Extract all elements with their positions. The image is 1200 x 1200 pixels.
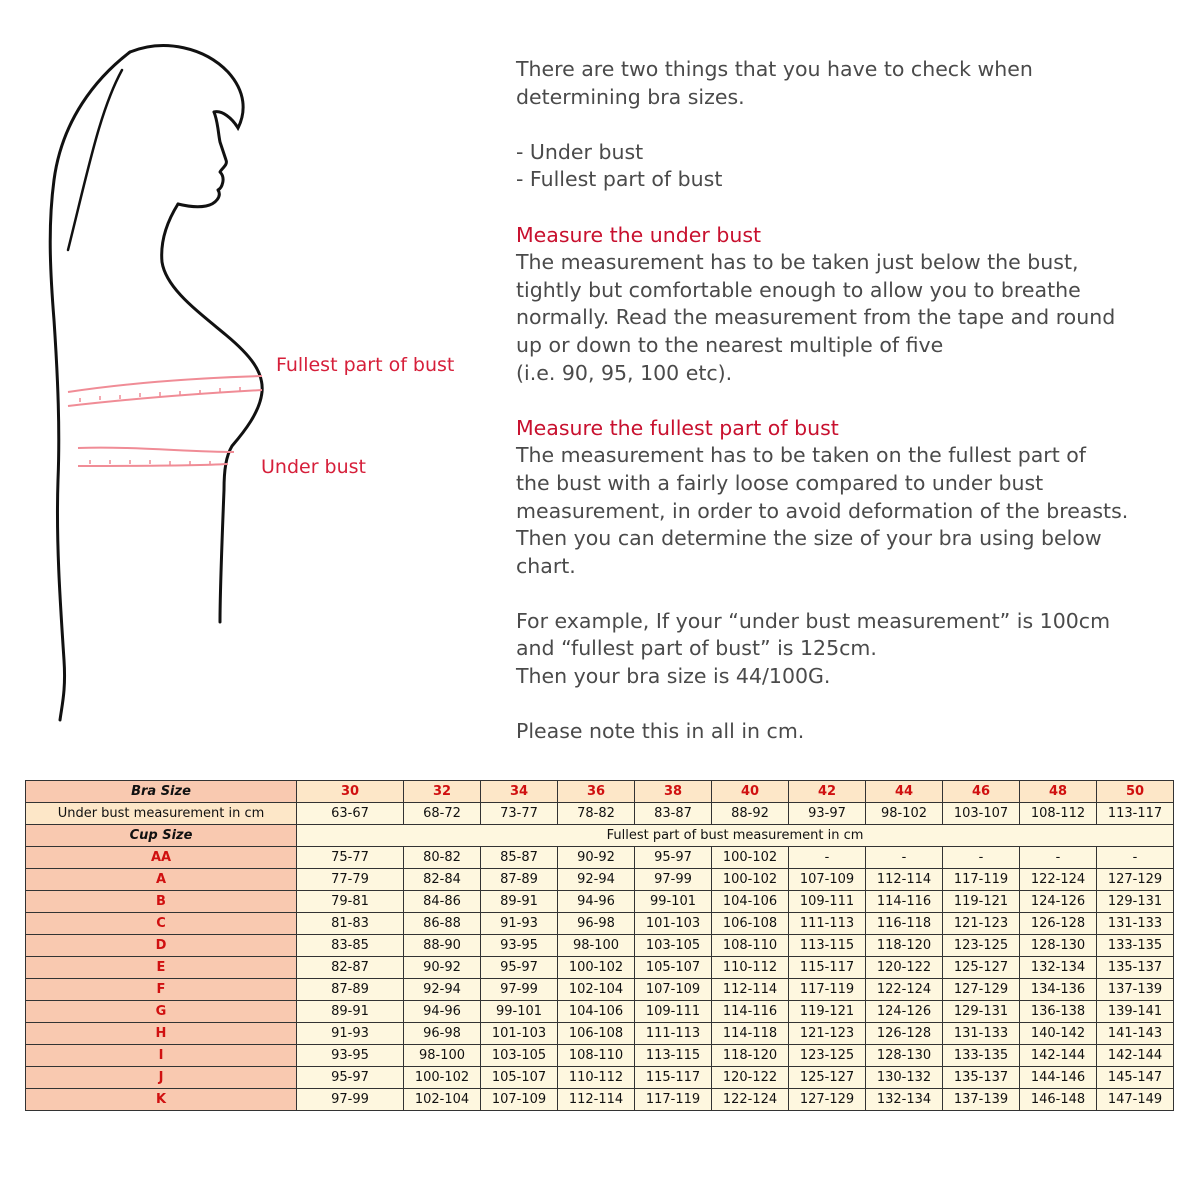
fullest-bust-cell: 108-110 bbox=[558, 1045, 635, 1067]
fullest-bust-cell: 124-126 bbox=[866, 1001, 943, 1023]
cup-label-cell: F bbox=[26, 979, 297, 1001]
fullest-bust-cell: 91-93 bbox=[481, 913, 558, 935]
fullest-bust-heading: Measure the fullest part of bust bbox=[516, 415, 839, 440]
fullest-bust-cell: 100-102 bbox=[712, 869, 789, 891]
cup-row bbox=[26, 1089, 1174, 1111]
fullest-bust-cell: 140-142 bbox=[1020, 1023, 1097, 1045]
fullest-bust-cell: 122-124 bbox=[1020, 869, 1097, 891]
fullest-bust-cell: 129-131 bbox=[1097, 891, 1174, 913]
fullest-bust-cell: 92-94 bbox=[404, 979, 481, 1001]
fullest-bust-cell: 85-87 bbox=[481, 847, 558, 869]
band-size-cell: 40 bbox=[712, 781, 789, 803]
under-bust-cell: 108-112 bbox=[1020, 803, 1097, 825]
fullest-bust-cell: 136-138 bbox=[1020, 1001, 1097, 1023]
fullest-bust-cell: - bbox=[789, 847, 866, 869]
fullest-bust-cell: 130-132 bbox=[866, 1067, 943, 1089]
fullest-bust-cell: 116-118 bbox=[866, 913, 943, 935]
fullest-bust-cell: 115-117 bbox=[635, 1067, 712, 1089]
fullest-bust-cell: 117-119 bbox=[635, 1089, 712, 1111]
example-line: and “fullest part of bust” is 125cm. bbox=[516, 636, 877, 661]
fullest-bust-cell: 90-92 bbox=[558, 847, 635, 869]
fullest-bust-cell: 97-99 bbox=[635, 869, 712, 891]
fullest-bust-cell: 103-105 bbox=[481, 1045, 558, 1067]
fullest-bust-cell: 137-139 bbox=[1097, 979, 1174, 1001]
cup-label-cell: K bbox=[26, 1089, 297, 1111]
fullest-bust-cell: - bbox=[1020, 847, 1097, 869]
fullest-bust-cell: 126-128 bbox=[1020, 913, 1097, 935]
fullest-bust-cell: 104-106 bbox=[712, 891, 789, 913]
under-bust-label: Under bust measurement in cm bbox=[26, 803, 297, 825]
fullest-bust-cell: 127-129 bbox=[789, 1089, 866, 1111]
fullest-bust-caption: Fullest part of bust measurement in cm bbox=[297, 825, 1174, 847]
fullest-bust-cell: 87-89 bbox=[297, 979, 404, 1001]
band-size-cell: 32 bbox=[404, 781, 481, 803]
fullest-bust-cell: 128-130 bbox=[866, 1045, 943, 1067]
fullest-bust-cell: 131-133 bbox=[943, 1023, 1020, 1045]
fullest-bust-cell: 106-108 bbox=[712, 913, 789, 935]
cup-label-cell: C bbox=[26, 913, 297, 935]
fullest-bust-cell: 114-116 bbox=[712, 1001, 789, 1023]
cup-row bbox=[26, 1001, 1174, 1023]
fullest-bust-cell: 96-98 bbox=[404, 1023, 481, 1045]
cup-label-cell: H bbox=[26, 1023, 297, 1045]
cup-row bbox=[26, 1045, 1174, 1067]
under-bust-cell: 63-67 bbox=[297, 803, 404, 825]
fullest-bust-cell: 98-100 bbox=[404, 1045, 481, 1067]
cup-row bbox=[26, 847, 1174, 869]
intro-line: determining bra sizes. bbox=[516, 84, 745, 109]
cup-label-cell: A bbox=[26, 869, 297, 891]
under-bust-body-line: normally. Read the measurement from the tape and round bbox=[516, 305, 1116, 330]
fullest-bust-cell: 93-95 bbox=[297, 1045, 404, 1067]
bra-size-label: Bra Size bbox=[26, 781, 297, 803]
fullest-bust-cell: 125-127 bbox=[943, 957, 1020, 979]
fullest-bust-cell: 75-77 bbox=[297, 847, 404, 869]
fullest-bust-cell: 102-104 bbox=[404, 1089, 481, 1111]
intro-paragraph bbox=[516, 56, 1186, 111]
under-bust-row bbox=[26, 803, 1174, 825]
under-bust-body-line: tightly but comfortable enough to allow you to breathe bbox=[516, 277, 1081, 302]
fullest-bust-cell: 147-149 bbox=[1097, 1089, 1174, 1111]
fullest-bust-cell: 101-103 bbox=[481, 1023, 558, 1045]
checks-list bbox=[516, 139, 1186, 194]
check-item: - Fullest part of bust bbox=[516, 167, 723, 192]
fullest-bust-cell: 86-88 bbox=[404, 913, 481, 935]
fullest-bust-cell: 96-98 bbox=[558, 913, 635, 935]
fullest-bust-cell: 142-144 bbox=[1020, 1045, 1097, 1067]
fullest-bust-cell: 82-84 bbox=[404, 869, 481, 891]
fullest-bust-cell: 92-94 bbox=[558, 869, 635, 891]
fullest-bust-cell: 127-129 bbox=[1097, 869, 1174, 891]
fullest-bust-cell: 95-97 bbox=[297, 1067, 404, 1089]
intro-line: There are two things that you have to check when bbox=[516, 57, 1033, 81]
cup-size-header-row bbox=[26, 825, 1174, 847]
fullest-bust-cell: 77-79 bbox=[297, 869, 404, 891]
fullest-bust-cell: 131-133 bbox=[1097, 913, 1174, 935]
fullest-bust-cell: 142-144 bbox=[1097, 1045, 1174, 1067]
under-bust-body-line: (i.e. 90, 95, 100 etc). bbox=[516, 360, 733, 385]
fullest-bust-cell: 127-129 bbox=[943, 979, 1020, 1001]
cup-row bbox=[26, 869, 1174, 891]
fullest-bust-cell: 144-146 bbox=[1020, 1067, 1097, 1089]
band-size-cell: 36 bbox=[558, 781, 635, 803]
band-size-cell: 46 bbox=[943, 781, 1020, 803]
fullest-bust-cell: 82-87 bbox=[297, 957, 404, 979]
cup-row bbox=[26, 1067, 1174, 1089]
fullest-bust-cell: 95-97 bbox=[635, 847, 712, 869]
fullest-bust-cell: 105-107 bbox=[481, 1067, 558, 1089]
fullest-bust-cell: 121-123 bbox=[789, 1023, 866, 1045]
table-body bbox=[26, 781, 1174, 1111]
fullest-bust-cell: 94-96 bbox=[404, 1001, 481, 1023]
example-line: Then your bra size is 44/100G. bbox=[516, 664, 831, 689]
fullest-bust-cell: 84-86 bbox=[404, 891, 481, 913]
fullest-bust-cell: - bbox=[943, 847, 1020, 869]
instructions-text bbox=[516, 56, 1186, 773]
under-bust-body-line: up or down to the nearest multiple of five bbox=[516, 332, 944, 357]
band-size-cell: 50 bbox=[1097, 781, 1174, 803]
fullest-bust-cell: 128-130 bbox=[1020, 935, 1097, 957]
cup-label-cell: B bbox=[26, 891, 297, 913]
band-size-cell: 44 bbox=[866, 781, 943, 803]
fullest-bust-cell: 117-119 bbox=[943, 869, 1020, 891]
under-bust-heading: Measure the under bust bbox=[516, 222, 762, 247]
fullest-bust-body-line: the bust with a fairly loose compared to under bust bbox=[516, 470, 1044, 495]
fullest-bust-cell: 106-108 bbox=[558, 1023, 635, 1045]
bra-size-header-row bbox=[26, 781, 1174, 803]
fullest-bust-cell: - bbox=[866, 847, 943, 869]
fullest-bust-cell: 110-112 bbox=[712, 957, 789, 979]
fullest-bust-cell: 100-102 bbox=[558, 957, 635, 979]
fullest-bust-cell: 97-99 bbox=[481, 979, 558, 1001]
fullest-bust-cell: 83-85 bbox=[297, 935, 404, 957]
fullest-bust-cell: 133-135 bbox=[1097, 935, 1174, 957]
fullest-bust-cell: 125-127 bbox=[789, 1067, 866, 1089]
fullest-bust-cell: 121-123 bbox=[943, 913, 1020, 935]
fullest-bust-cell: 113-115 bbox=[635, 1045, 712, 1067]
fullest-bust-cell: 87-89 bbox=[481, 869, 558, 891]
under-bust-cell: 83-87 bbox=[635, 803, 712, 825]
fullest-bust-cell: 126-128 bbox=[866, 1023, 943, 1045]
cup-row bbox=[26, 957, 1174, 979]
under-bust-body-line: The measurement has to be taken just below the bust, bbox=[516, 250, 1079, 275]
cup-label-cell: AA bbox=[26, 847, 297, 869]
fullest-bust-cell: 109-111 bbox=[635, 1001, 712, 1023]
band-size-cell: 38 bbox=[635, 781, 712, 803]
fullest-bust-cell: 115-117 bbox=[789, 957, 866, 979]
example-paragraph bbox=[516, 608, 1186, 691]
fullest-bust-cell: 123-125 bbox=[943, 935, 1020, 957]
fullest-bust-cell: 113-115 bbox=[789, 935, 866, 957]
fullest-bust-cell: 112-114 bbox=[866, 869, 943, 891]
band-size-cell: 48 bbox=[1020, 781, 1097, 803]
under-bust-section bbox=[516, 222, 1186, 388]
fullest-bust-cell: 135-137 bbox=[943, 1067, 1020, 1089]
fullest-bust-cell: 104-106 bbox=[558, 1001, 635, 1023]
fullest-bust-cell: 120-122 bbox=[712, 1067, 789, 1089]
fullest-bust-cell: 99-101 bbox=[481, 1001, 558, 1023]
fullest-bust-cell: 118-120 bbox=[712, 1045, 789, 1067]
fullest-bust-cell: 111-113 bbox=[789, 913, 866, 935]
fullest-bust-cell: 98-100 bbox=[558, 935, 635, 957]
fullest-bust-cell: 100-102 bbox=[712, 847, 789, 869]
fullest-bust-cell: 139-141 bbox=[1097, 1001, 1174, 1023]
fullest-bust-cell: 118-120 bbox=[866, 935, 943, 957]
fullest-bust-cell: 134-136 bbox=[1020, 979, 1097, 1001]
fullest-bust-cell: 109-111 bbox=[789, 891, 866, 913]
fullest-bust-cell: 103-105 bbox=[635, 935, 712, 957]
cup-row bbox=[26, 935, 1174, 957]
cup-row bbox=[26, 1023, 1174, 1045]
fullest-bust-cell: 89-91 bbox=[297, 1001, 404, 1023]
fullest-bust-cell: 101-103 bbox=[635, 913, 712, 935]
silhouette-icon bbox=[0, 0, 500, 760]
fullest-bust-cell: 107-109 bbox=[635, 979, 712, 1001]
fullest-bust-cell: 94-96 bbox=[558, 891, 635, 913]
fullest-bust-cell: 129-131 bbox=[943, 1001, 1020, 1023]
fullest-bust-cell: 107-109 bbox=[789, 869, 866, 891]
fullest-bust-cell: 107-109 bbox=[481, 1089, 558, 1111]
fullest-bust-cell: 114-118 bbox=[712, 1023, 789, 1045]
fullest-bust-cell: 105-107 bbox=[635, 957, 712, 979]
fullest-bust-cell: 108-110 bbox=[712, 935, 789, 957]
fullest-bust-body-line: Then you can determine the size of your bra using below bbox=[516, 526, 1102, 551]
fullest-bust-cell: 133-135 bbox=[943, 1045, 1020, 1067]
cup-label-cell: J bbox=[26, 1067, 297, 1089]
fullest-bust-cell: 100-102 bbox=[404, 1067, 481, 1089]
fullest-bust-cell: 141-143 bbox=[1097, 1023, 1174, 1045]
fullest-bust-cell: 132-134 bbox=[866, 1089, 943, 1111]
under-bust-label: Under bust bbox=[261, 456, 367, 478]
under-bust-cell: 113-117 bbox=[1097, 803, 1174, 825]
cup-label-cell: E bbox=[26, 957, 297, 979]
fullest-bust-cell: 119-121 bbox=[789, 1001, 866, 1023]
cup-row bbox=[26, 891, 1174, 913]
under-bust-cell: 73-77 bbox=[481, 803, 558, 825]
fullest-bust-cell: 146-148 bbox=[1020, 1089, 1097, 1111]
fullest-bust-cell: 102-104 bbox=[558, 979, 635, 1001]
fullest-bust-cell: 79-81 bbox=[297, 891, 404, 913]
fullest-bust-cell: 97-99 bbox=[297, 1089, 404, 1111]
under-bust-cell: 103-107 bbox=[943, 803, 1020, 825]
under-bust-cell: 68-72 bbox=[404, 803, 481, 825]
fullest-bust-cell: 88-90 bbox=[404, 935, 481, 957]
fullest-bust-cell: - bbox=[1097, 847, 1174, 869]
fullest-bust-cell: 89-91 bbox=[481, 891, 558, 913]
check-item: - Under bust bbox=[516, 139, 644, 164]
bra-size-table bbox=[25, 780, 1174, 1111]
note-line: Please note this in all in cm. bbox=[516, 719, 805, 744]
fullest-bust-cell: 132-134 bbox=[1020, 957, 1097, 979]
band-size-cell: 42 bbox=[789, 781, 866, 803]
note-paragraph bbox=[516, 718, 1186, 746]
fullest-bust-section bbox=[516, 415, 1186, 581]
under-bust-cell: 78-82 bbox=[558, 803, 635, 825]
cup-label-cell: D bbox=[26, 935, 297, 957]
fullest-bust-cell: 145-147 bbox=[1097, 1067, 1174, 1089]
fullest-bust-cell: 112-114 bbox=[558, 1089, 635, 1111]
under-bust-cell: 88-92 bbox=[712, 803, 789, 825]
fullest-bust-cell: 137-139 bbox=[943, 1089, 1020, 1111]
fullest-bust-cell: 135-137 bbox=[1097, 957, 1174, 979]
cup-size-label: Cup Size bbox=[26, 825, 297, 847]
band-size-cell: 34 bbox=[481, 781, 558, 803]
fullest-bust-cell: 111-113 bbox=[635, 1023, 712, 1045]
body-silhouette-figure bbox=[0, 0, 500, 760]
fullest-bust-cell: 124-126 bbox=[1020, 891, 1097, 913]
fullest-bust-cell: 123-125 bbox=[789, 1045, 866, 1067]
fullest-bust-body-line: The measurement has to be taken on the fullest part of bbox=[516, 443, 1087, 468]
fullest-bust-body-line: measurement, in order to avoid deformation of the breasts. bbox=[516, 498, 1129, 523]
fullest-part-label: Fullest part of bust bbox=[276, 354, 455, 376]
fullest-bust-cell: 91-93 bbox=[297, 1023, 404, 1045]
cup-label-cell: G bbox=[26, 1001, 297, 1023]
fullest-bust-cell: 110-112 bbox=[558, 1067, 635, 1089]
fullest-bust-cell: 99-101 bbox=[635, 891, 712, 913]
under-bust-cell: 98-102 bbox=[866, 803, 943, 825]
cup-row bbox=[26, 979, 1174, 1001]
fullest-bust-cell: 117-119 bbox=[789, 979, 866, 1001]
fullest-bust-cell: 114-116 bbox=[866, 891, 943, 913]
fullest-bust-cell: 122-124 bbox=[866, 979, 943, 1001]
fullest-bust-cell: 80-82 bbox=[404, 847, 481, 869]
fullest-bust-cell: 81-83 bbox=[297, 913, 404, 935]
fullest-bust-cell: 95-97 bbox=[481, 957, 558, 979]
cup-row bbox=[26, 913, 1174, 935]
fullest-bust-body-line: chart. bbox=[516, 553, 576, 578]
band-size-cell: 30 bbox=[297, 781, 404, 803]
fullest-bust-cell: 120-122 bbox=[866, 957, 943, 979]
example-line: For example, If your “under bust measurement” is 100cm bbox=[516, 608, 1111, 633]
fullest-bust-cell: 112-114 bbox=[712, 979, 789, 1001]
under-bust-cell: 93-97 bbox=[789, 803, 866, 825]
cup-label-cell: I bbox=[26, 1045, 297, 1067]
fullest-bust-cell: 119-121 bbox=[943, 891, 1020, 913]
fullest-bust-cell: 93-95 bbox=[481, 935, 558, 957]
fullest-bust-cell: 122-124 bbox=[712, 1089, 789, 1111]
fullest-bust-cell: 90-92 bbox=[404, 957, 481, 979]
